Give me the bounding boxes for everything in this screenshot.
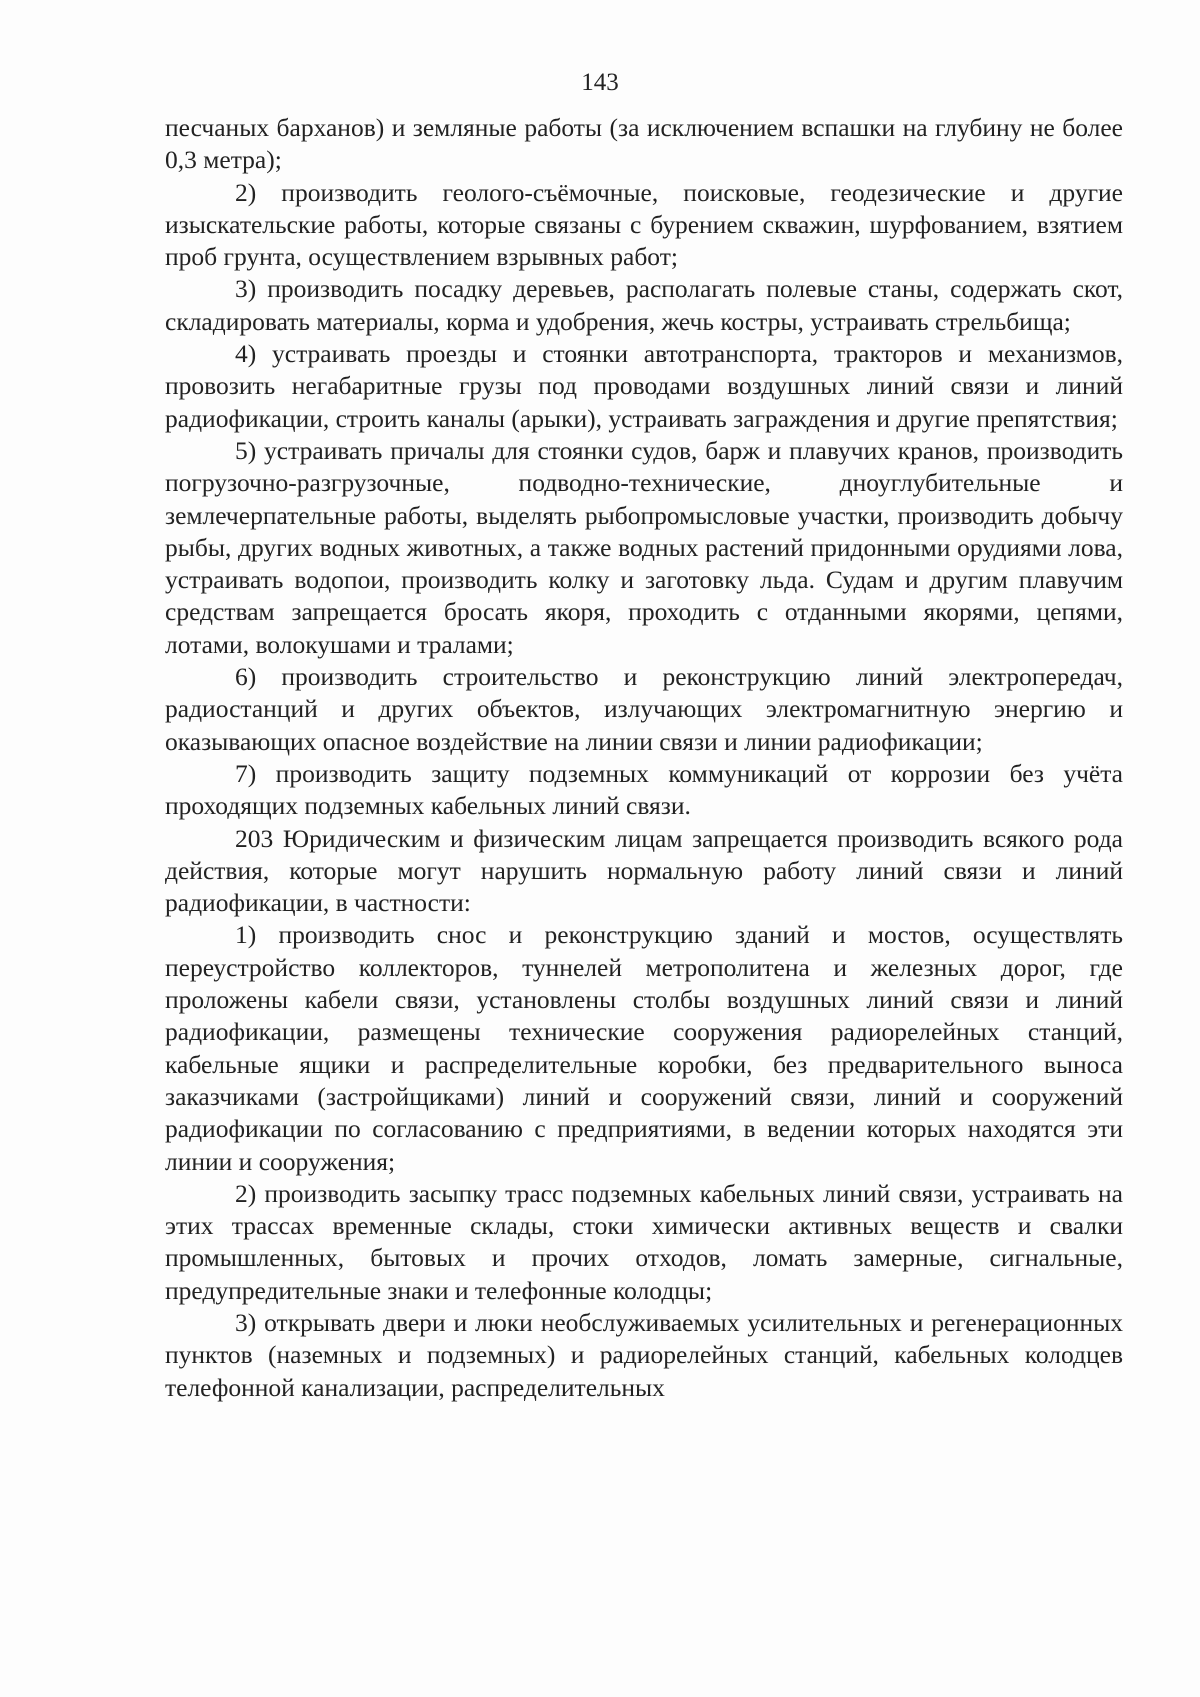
document-body [165,112,1123,1404]
paragraph-item-6: 6) производить строительство и реконструкцию линий электропередач, радиостанций и других объектов, излучающих электромагнитную энергию и оказывающих опасное воздействие на линии связи и линии радиофикации; [165,662,1123,756]
paragraph-section-203: 203 Юридическим и физическим лицам запрещается производить всякого рода действия, которые могут нарушить нормальную работу линий связи и линий радиофикации, в частности: [165,823,1123,918]
paragraph-continuation: песчаных барханов) и земляные работы (за исключением вспашки на глубину не более 0,3 метра); [165,113,1123,175]
paragraph-203-item-3: 3) открывать двери и люки необслуживаемых усилительных и регенерационных пунктов (наземных и подземных) и радиорелейных станций, кабельных колодцев телефонной канализации, распределительных [165,1307,1123,1402]
paragraph-item-7: 7) производить защиту подземных коммуникаций от коррозии без учёта проходящих подземных кабельных линий связи. [165,758,1123,821]
paragraph-203-item-1: 1) производить снос и реконструкцию зданий и мостов, осуществлять переустройство коллекторов, туннелей метрополитена и железных дорог, где проложены кабели связи, установлены столбы воздушных линий связи и линий радиофикации, размещены технические сооружения радиорелейных станций, кабельные ящики и распределительные коробки, без предварительного выноса заказчиками (застройщиками) линий и сооружений связи, линий и сооружений радиофикации по согласованию с предприятиями, в ведении которых находятся эти линии и сооружения; [165,920,1123,1176]
paragraph-item-2: 2) производить геолого-съёмочные, поисковые, геодезические и другие изыскательские работы, которые связаны с бурением скважин, шурфованием, взятием проб грунта, осуществлением взрывных работ; [165,177,1123,272]
paragraph-item-4: 4) устраивать проезды и стоянки автотранспорта, тракторов и механизмов, провозить негабаритные грузы под проводами воздушных линий связи и линий радиофикации, строить каналы (арыки), устраивать заграждения и другие препятствия; [165,339,1123,433]
paragraph-203-item-2: 2) производить засыпку трасс подземных кабельных линий связи, устраивать на этих трассах временные склады, стоки химически активных веществ и свалки промышленных, бытовых и прочих отходов, ломать замерные, сигнальные, предупредительные знаки и телефонные колодцы; [165,1178,1123,1305]
page-number: 143 [581,69,619,96]
paragraph-item-5: 5) устраивать причалы для стоянки судов, барж и плавучих кранов, производить погрузочно-разгрузочные, подводно-технические, дноуглубительные и землечерпательные работы, выделять рыбопромысловые участки, производить добычу рыбы, других водных животных, а также водных растений придонными орудиями лова, устраивать водопои, производить колку и заготовку льда. Судам и другим плавучим средствам запрещается бросать якоря, проходить с отданными якорями, цепями, лотами, волокушами и тралами; [165,435,1123,659]
paragraph-item-3: 3) производить посадку деревьев, располагать полевые станы, содержать скот, складировать материалы, корма и удобрения, жечь костры, устраивать стрельбища; [165,274,1123,336]
